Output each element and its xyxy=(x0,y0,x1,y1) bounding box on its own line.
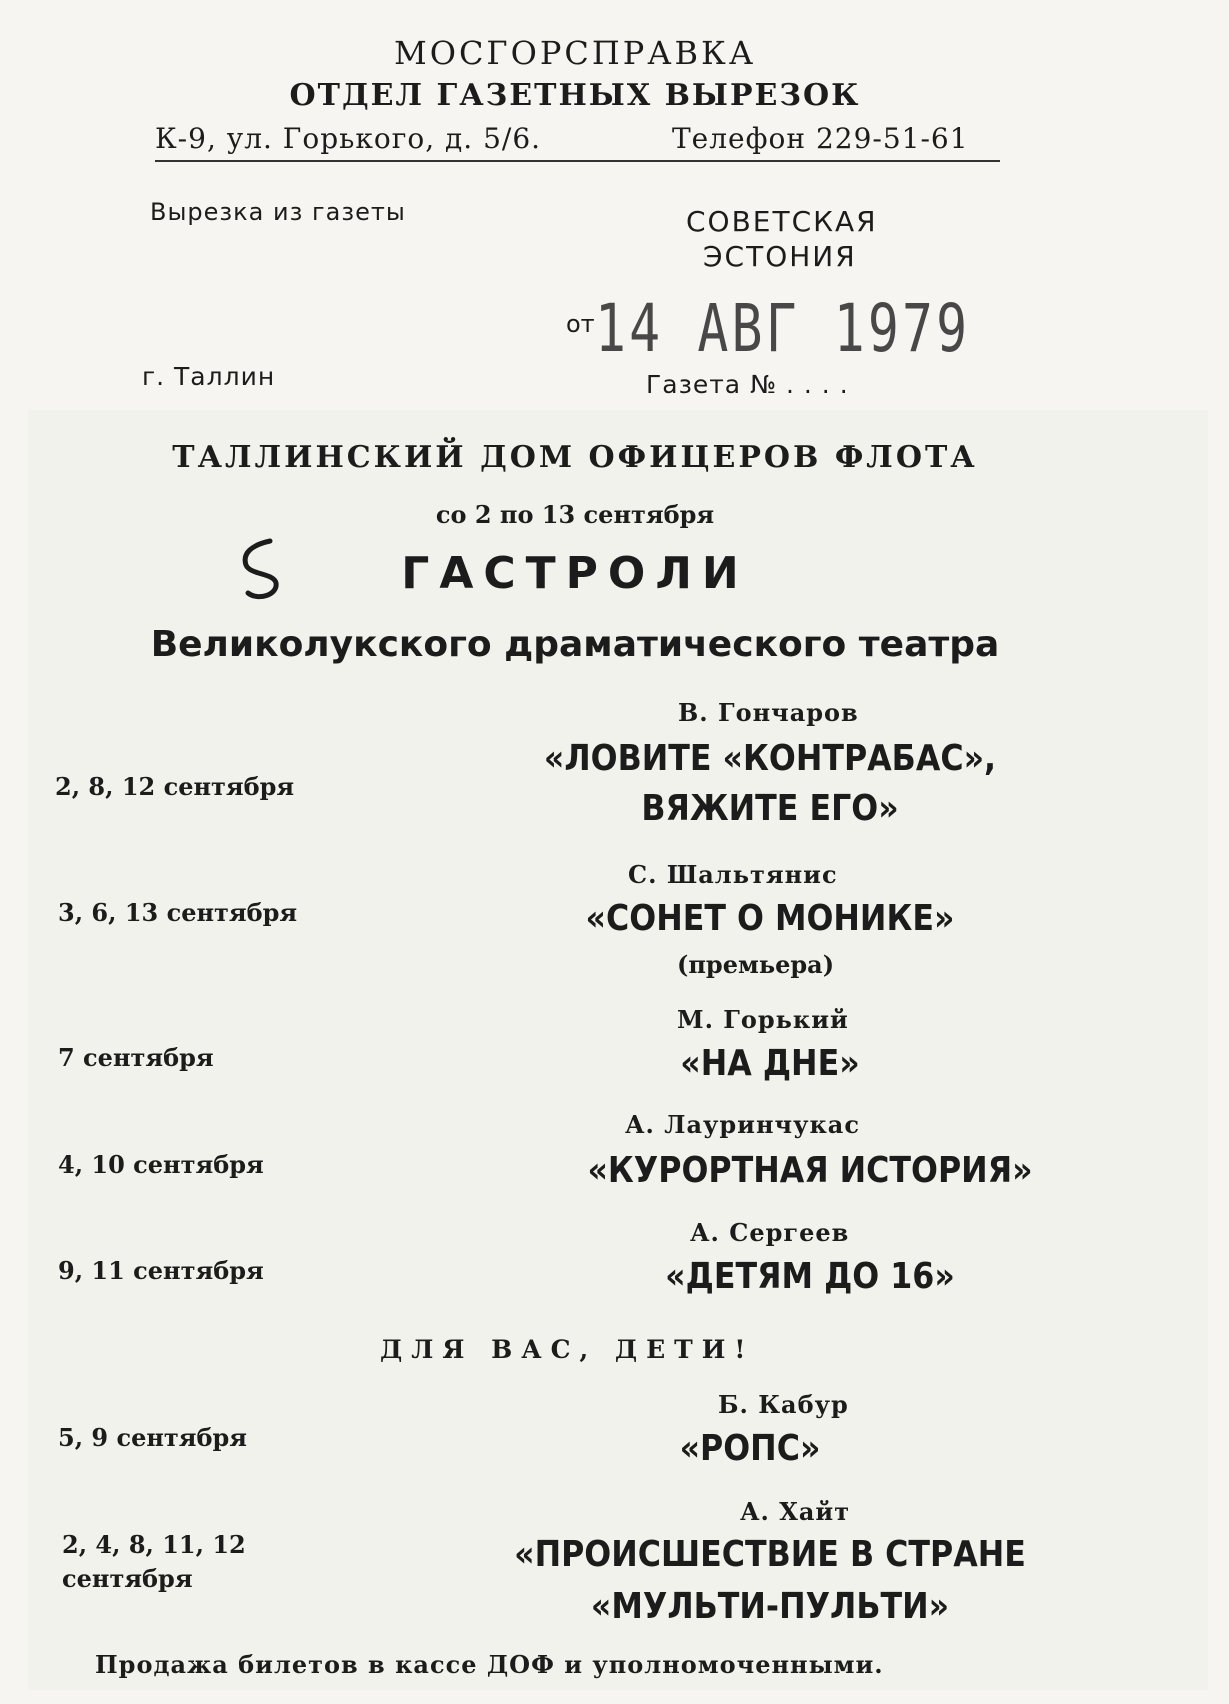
newspaper-name-line1: СОВЕТСКАЯ xyxy=(686,205,878,238)
play-dates: 3, 6, 13 сентября xyxy=(58,898,298,927)
play-dates: 5, 9 сентября xyxy=(58,1423,248,1452)
play-author: А. Хайт xyxy=(740,1497,851,1526)
play-author: А. Лауринчукас xyxy=(625,1110,860,1139)
play-dates: 7 сентября xyxy=(58,1043,214,1072)
play-dates: 4, 10 сентября xyxy=(58,1150,264,1179)
tour-period: со 2 по 13 сентября xyxy=(435,500,715,529)
newspaper-name-line2: ЭСТОНИЯ xyxy=(703,240,857,273)
theatre-name: Великолукского драматического театра xyxy=(150,624,1000,665)
premiere-note: (премьера) xyxy=(677,950,835,979)
play-author: А. Сергеев xyxy=(690,1218,850,1247)
play-title-continued: «МУЛЬТИ-ПУЛЬТИ» xyxy=(590,1586,950,1627)
clipping-label: Вырезка из газеты xyxy=(150,198,406,226)
play-dates: 2, 8, 12 сентября xyxy=(55,772,295,801)
date-stamp: 14 АВГ 1979 xyxy=(595,290,971,367)
venue-title: ТАЛЛИНСКИЙ ДОМ ОФИЦЕРОВ ФЛОТА xyxy=(172,440,978,475)
kids-section-heading: ДЛЯ ВАС, ДЕТИ! xyxy=(380,1335,755,1364)
play-author: С. Шальтянис xyxy=(628,860,838,889)
issue-number: Газета № . . . . xyxy=(646,370,849,399)
play-title: «КУРОРТНАЯ ИСТОРИЯ» xyxy=(587,1150,1033,1191)
date-prefix: от xyxy=(566,310,595,338)
play-dates: 9, 11 сентября xyxy=(58,1256,264,1285)
play-dates: 2, 4, 8, 11, 12 xyxy=(62,1530,246,1559)
city: г. Таллин xyxy=(142,362,276,391)
play-title: «ПРОИСШЕСТВИЕ В СТРАНЕ xyxy=(514,1534,1026,1575)
phone: Телефон 229-51-61 xyxy=(672,122,969,155)
header-divider xyxy=(155,160,1000,162)
play-title: «СОНЕТ О МОНИКЕ» xyxy=(585,898,955,939)
play-author: В. Гончаров xyxy=(678,698,859,727)
play-author: Б. Кабур xyxy=(718,1390,849,1419)
address: К-9, ул. Горького, д. 5/6. xyxy=(155,122,542,155)
dept-name: ОТДЕЛ ГАЗЕТНЫХ ВЫРЕЗОК xyxy=(289,78,861,113)
org-name: МОСГОРСПРАВКА xyxy=(393,34,757,72)
ticket-info: Продажа билетов в кассе ДОФ и уполномоченными. xyxy=(95,1650,884,1679)
play-title: «РОПС» xyxy=(679,1428,821,1469)
play-title-continued: ВЯЖИТЕ ЕГО» xyxy=(641,788,899,829)
play-author: М. Горький xyxy=(677,1005,849,1034)
play-dates-continued: сентября xyxy=(62,1564,193,1593)
play-title: «ЛОВИТЕ «КОНТРАБАС», xyxy=(543,738,997,779)
play-title: «НА ДНЕ» xyxy=(680,1043,860,1084)
play-title: «ДЕТЯМ ДО 16» xyxy=(665,1256,955,1297)
tour-heading: ГАСТРОЛИ xyxy=(401,548,749,599)
